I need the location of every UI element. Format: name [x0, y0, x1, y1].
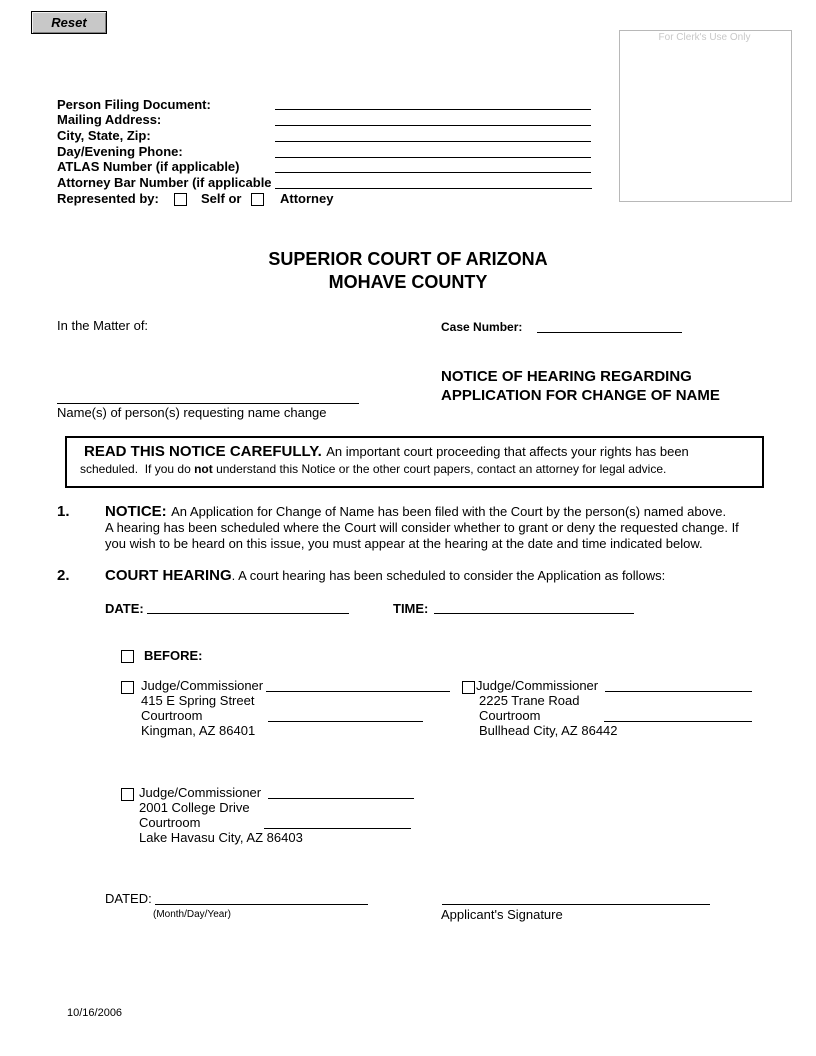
- county-name: MOHAVE COUNTY: [328, 272, 488, 292]
- attorney-checkbox[interactable]: [251, 193, 264, 206]
- notice-text2c: understand this Notice or the other court papers, contact an attorney for legal advice.: [212, 462, 667, 476]
- bullhead-courtroom-label: Courtroom: [479, 708, 541, 723]
- section1-heading: NOTICE:: [105, 503, 167, 520]
- applicant-names-label: Name(s) of person(s) requesting name change: [57, 405, 327, 420]
- signature-label: Applicant's Signature: [441, 907, 563, 922]
- havasu-judge-label: Judge/Commissioner: [139, 785, 262, 800]
- clerk-use-label: For Clerk's Use Only: [658, 32, 751, 43]
- havasu-city: Lake Havasu City, AZ 86403: [139, 830, 303, 845]
- clerk-use-box: [619, 30, 792, 202]
- notice-text2b: not: [194, 462, 213, 476]
- atlas-number-label: ATLAS Number (if applicable): [57, 159, 240, 174]
- dated-label: DATED:: [105, 891, 152, 906]
- applicant-names-field[interactable]: [57, 403, 359, 404]
- court-name: SUPERIOR COURT OF ARIZONA: [268, 249, 548, 269]
- hearing-time-field[interactable]: [434, 613, 634, 614]
- date-format-hint: (Month/Day/Year): [153, 909, 231, 920]
- kingman-checkbox[interactable]: [121, 681, 134, 694]
- hearing-date-field[interactable]: [147, 613, 349, 614]
- signature-field[interactable]: [442, 904, 710, 905]
- before-checkbox[interactable]: [121, 650, 134, 663]
- section2-line: [105, 567, 665, 585]
- kingman-judge-field[interactable]: [266, 691, 450, 692]
- phone-label-text: Day/Evening Phone:: [57, 144, 183, 159]
- bullhead-street: 2225 Trane Road: [479, 693, 580, 708]
- notice-line2: [80, 462, 666, 476]
- section1-line1: [105, 503, 726, 521]
- case-number-label: Case Number:: [441, 320, 523, 334]
- kingman-courtroom-field[interactable]: [268, 721, 423, 722]
- document-title-line1: NOTICE OF HEARING REGARDING: [441, 368, 692, 385]
- notice-text2a: scheduled. If you do: [80, 462, 195, 476]
- attorney-bar-field[interactable]: [275, 188, 592, 189]
- havasu-courtroom-field[interactable]: [264, 828, 411, 829]
- city-state-zip-label: City, State, Zip:: [57, 128, 151, 143]
- date-label: DATE:: [105, 601, 144, 616]
- bullhead-city: Bullhead City, AZ 86442: [479, 723, 618, 738]
- reset-button[interactable]: Reset: [31, 11, 107, 34]
- kingman-city: Kingman, AZ 86401: [141, 723, 256, 738]
- notice-text1: An important court proceeding that affects your rights has been: [326, 444, 689, 459]
- section2-number: 2.: [57, 567, 70, 584]
- mailing-address-field[interactable]: [275, 125, 591, 126]
- havasu-checkbox[interactable]: [121, 788, 134, 801]
- bullhead-checkbox[interactable]: [462, 681, 475, 694]
- atlas-number-field[interactable]: [275, 172, 591, 173]
- attorney-label: Attorney: [280, 191, 334, 206]
- notice-heading: READ THIS NOTICE CAREFULLY.: [84, 443, 322, 460]
- city-state-zip-field[interactable]: [275, 141, 591, 142]
- havasu-courtroom-label: Courtroom: [139, 815, 201, 830]
- attorney-bar-label: Attorney Bar Number (if applicable: [57, 175, 272, 190]
- section1-text3: you wish to be heard on this issue, you must appear at the hearing at the date and time indicated below.: [105, 536, 703, 551]
- person-filing-field[interactable]: [275, 109, 591, 110]
- person-filing-label: Person Filing Document:: [57, 97, 211, 112]
- kingman-courtroom-label: Courtroom: [141, 708, 203, 723]
- notice-line1: [84, 443, 689, 461]
- section1-number: 1.: [57, 503, 70, 520]
- dated-field[interactable]: [155, 904, 368, 905]
- revision-date: 10/16/2006: [67, 1007, 123, 1019]
- phone-field[interactable]: [275, 157, 591, 158]
- mailing-address-label: Mailing Address:: [57, 112, 162, 127]
- bullhead-courtroom-field[interactable]: [604, 721, 752, 722]
- case-number-field[interactable]: [537, 332, 682, 333]
- section1-text2: A hearing has been scheduled where the Court will consider whether to grant or deny the requested change. If: [105, 520, 739, 535]
- document-title-line2: APPLICATION FOR CHANGE OF NAME: [441, 387, 720, 404]
- in-the-matter-label: In the Matter of:: [57, 318, 149, 333]
- section2-text: . A court hearing has been scheduled to consider the Application as follows:: [231, 568, 666, 583]
- represented-by-label: Represented by:: [57, 191, 159, 206]
- self-label: Self or: [201, 191, 242, 206]
- havasu-street: 2001 College Drive: [139, 800, 250, 815]
- kingman-judge-label: Judge/Commissioner: [141, 678, 264, 693]
- time-label: TIME:: [393, 601, 429, 616]
- section2-heading: COURT HEARING: [105, 567, 232, 584]
- havasu-judge-field[interactable]: [268, 798, 414, 799]
- before-label: BEFORE:: [144, 648, 203, 663]
- kingman-street: 415 E Spring Street: [141, 693, 255, 708]
- section1-text1: An Application for Change of Name has been filed with the Court by the person(s) named above.: [171, 504, 727, 519]
- self-checkbox[interactable]: [174, 193, 187, 206]
- bullhead-judge-field[interactable]: [605, 691, 752, 692]
- phone-label: [57, 144, 183, 159]
- bullhead-judge-label: Judge/Commissioner: [476, 678, 599, 693]
